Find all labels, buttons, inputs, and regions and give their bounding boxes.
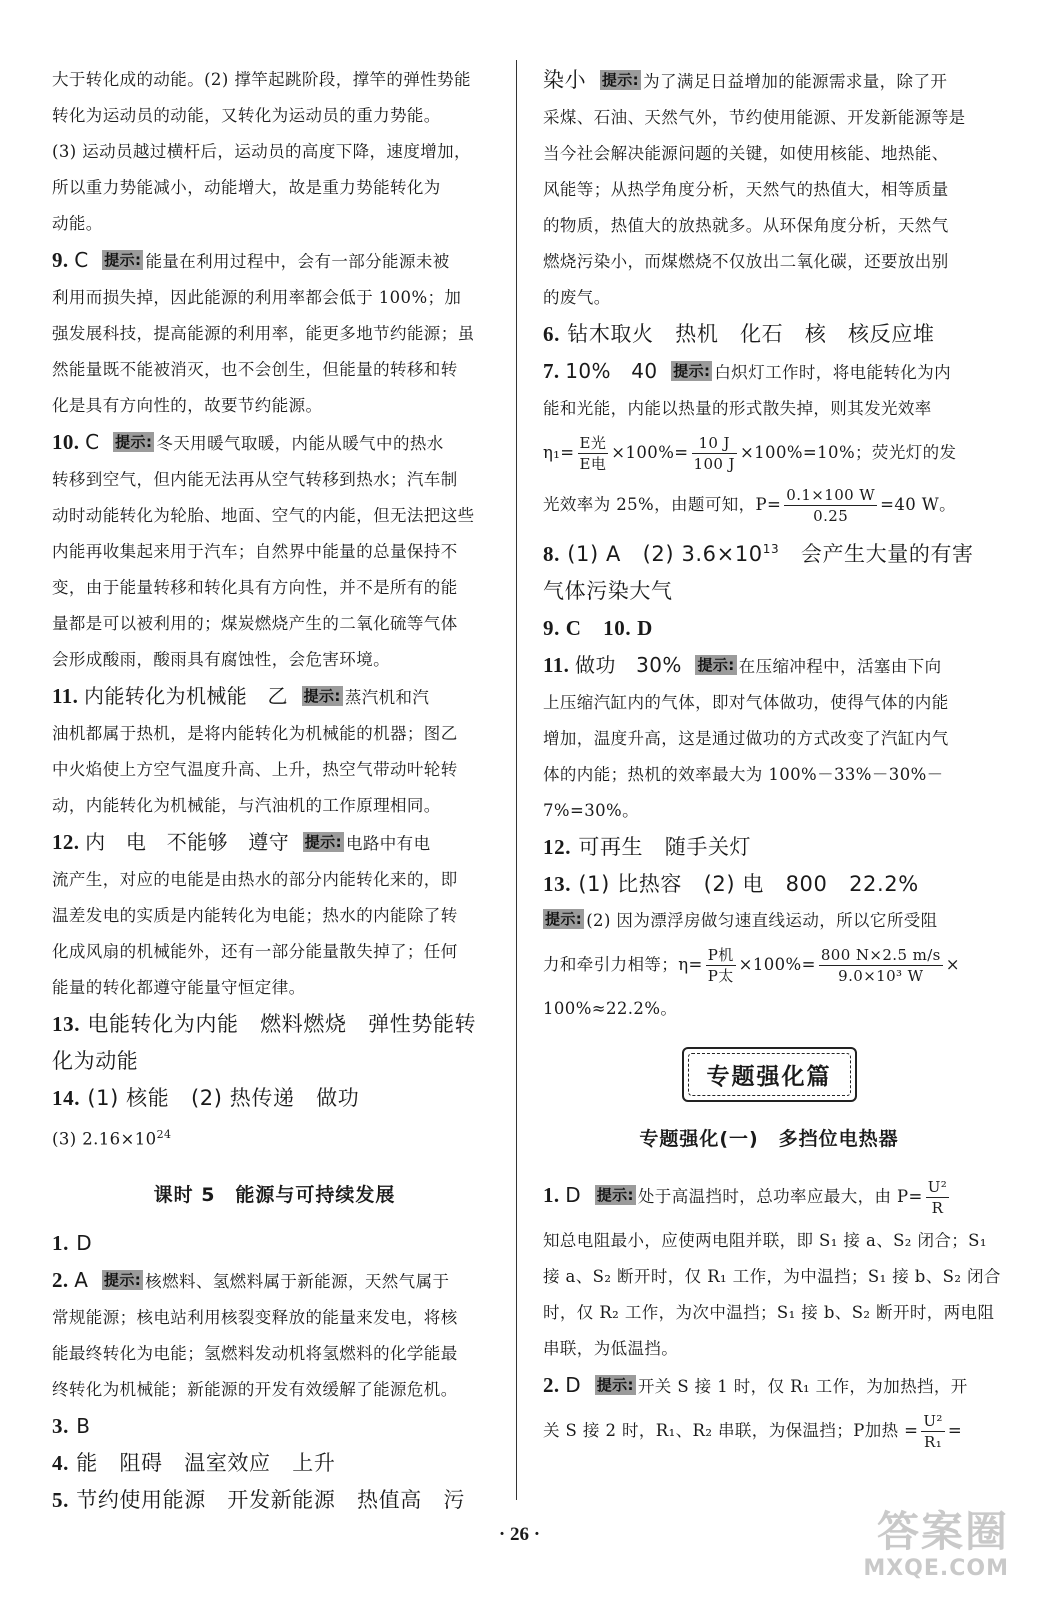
question-14 [52, 1080, 497, 1117]
hint-badge: 提示: [303, 687, 341, 705]
lesson-question-2 [52, 1262, 497, 1300]
question-13 [52, 1006, 497, 1043]
answer: 可再生 随手关灯 [578, 835, 752, 859]
lesson-question-4 [52, 1445, 497, 1482]
question-7 [543, 353, 995, 391]
answer: (1) A (2) 3.6×10 [567, 542, 763, 566]
denominator: 100 J [693, 455, 735, 473]
answer: 节约使用能源 开发新能源 热值高 污 [76, 1487, 466, 1512]
text-line: 的物质，热值大的放热就多。从环保角度分析，天然气 [543, 216, 949, 235]
formula-line [543, 939, 995, 991]
banner-title: 专题强化篇 [688, 1053, 851, 1096]
lesson-question-3 [52, 1408, 497, 1445]
numerator: 800 N×2.5 m/s [820, 946, 941, 964]
denominator: R [931, 1199, 944, 1217]
hint-badge: 提示: [104, 251, 142, 269]
question-10 [52, 424, 497, 462]
question-number: 12. [543, 835, 572, 859]
numerator: U² [923, 1412, 943, 1430]
question-number: 5. [52, 1487, 69, 1512]
watermark-logo-text: 答案圈 [876, 1507, 1009, 1556]
text-line: 风能等；从热学角度分析，天然气的热值大，相等质量 [543, 180, 949, 199]
fraction [926, 1177, 949, 1218]
lesson-question-5 [52, 1482, 497, 1519]
text-line: 利用而损失掉，因此能源的利用率都会低于 100%；加 [52, 288, 462, 307]
question-number: 2. [543, 1373, 560, 1397]
text-line: 然能量既不能被消灭，也不会创生，但能量的转移和转 [52, 360, 458, 379]
text-line: 温差发电的实质是内能转化为电能；热水的内能除了转 [52, 906, 458, 925]
question-number: 11. [52, 684, 79, 708]
denominator: E电 [579, 455, 607, 473]
numerator: U² [927, 1178, 948, 1196]
text-line: 时，仅 R₂ 工作，为次中温挡；S₁ 接 b、S₂ 断开时，两电阻 [543, 1303, 995, 1322]
fraction [692, 433, 737, 474]
lesson-title: 课时 5 能源与可持续发展 [153, 1183, 396, 1206]
question-9 [52, 242, 497, 280]
topic-question-1 [543, 1169, 995, 1223]
question-number: 7. [543, 359, 560, 383]
text-line: 接 a、S₂ 断开时，仅 R₁ 工作，为中温挡；S₁ 接 b、S₂ 闭合 [543, 1267, 1001, 1286]
text-line: 化是具有方向性的，故要节约能源。 [52, 396, 323, 415]
answer-continued: 化为动能 [52, 1049, 139, 1073]
hint-badge: 提示: [673, 362, 711, 380]
question-9-10 [543, 610, 995, 647]
hint-text: 在压缩冲程中，活塞由下向 [738, 657, 942, 676]
answer-base: (3) 2.16×10 [52, 1129, 157, 1149]
answer: 内能转化为机械能 乙 [83, 684, 288, 708]
formula-text: ×100%= [738, 955, 816, 974]
answer-continued: 染小 [543, 68, 587, 92]
denominator: R₁ [924, 1433, 943, 1451]
text-line: 动能。 [52, 214, 103, 233]
hint-line [543, 903, 995, 939]
answer: A [74, 1267, 89, 1292]
topic-question-2 [543, 1367, 995, 1405]
column-divider [516, 60, 517, 1500]
formula-line [543, 1405, 995, 1457]
text-line: 内能再收集起来用于汽车；自然界中能量的总量保持不 [52, 542, 458, 561]
answer: 电能转化为内能 燃料燃烧 弹性势能转 [87, 1012, 477, 1036]
text-line: 中火焰使上方空气温度升高、上升，热空气带动叶轮转 [52, 760, 458, 779]
answer: D [565, 1183, 582, 1207]
question-number: 9. [52, 248, 69, 272]
numerator: E光 [579, 434, 607, 452]
formula-text: =40 W。 [880, 495, 957, 514]
answer: 会产生大量的有害 [779, 542, 974, 566]
text-line: 常规能源；核电站利用核裂变释放的能量来发电，将核 [52, 1307, 458, 1327]
text-line: 流产生，对应的电能是由热水的部分内能转化来的，即 [52, 870, 458, 889]
text-line: (3) 运动员越过横杆后，运动员的高度下降，速度增加， [52, 142, 471, 161]
text-line: 的废气。 [543, 288, 611, 307]
question-number: 6. [543, 322, 560, 346]
watermark-url: MXQE.COM [863, 1556, 1009, 1581]
text-line: 化成风扇的机械能外，还有一部分能量散失掉了；任何 [52, 942, 458, 961]
answer: C [85, 430, 100, 454]
formula-text: × [945, 955, 960, 974]
hint-badge: 提示: [697, 656, 735, 674]
formula-text: ×100%=10%；荧光灯的发 [739, 443, 957, 462]
formula-text: ×100%= [611, 443, 689, 462]
answer: (1) 核能 (2) 热传递 做功 [87, 1086, 360, 1110]
answer: 做功 30% [574, 653, 682, 677]
question-number: 14. [52, 1086, 81, 1110]
text-line: 终转化为机械能；新能源的开发有效缓解了能源危机。 [52, 1379, 458, 1399]
formula-line [543, 479, 995, 531]
text-line: 变，由于能量转移和转化具有方向性，并不是所有的能 [52, 578, 458, 597]
text-line: 动时动能转化为轮胎、地面、空气的内能，但无法把这些 [52, 506, 475, 525]
page-number: · 26 · [498, 1524, 541, 1545]
question-number: 13. [52, 1012, 81, 1036]
hint-text: 电路中有电 [345, 834, 431, 853]
text-line: 上压缩汽缸内的气体，即对气体做功，使得气体的内能 [543, 693, 949, 712]
denominator: 0.25 [813, 507, 849, 525]
answer: C [74, 248, 89, 272]
text-line: 7%=30%。 [543, 801, 639, 820]
text-line: 所以重力势能减小，动能增大，故是重力势能转化为 [52, 178, 441, 197]
hint-text: 冬天用暖气取暖，内能从暖气中的热水 [156, 434, 444, 453]
text-line: 能最终转化为电能；氢燃料发动机将氢燃料的化学能最 [52, 1343, 458, 1363]
answer: D [76, 1230, 93, 1255]
hint-badge: 提示: [103, 1270, 142, 1289]
hint-badge: 提示: [596, 1376, 634, 1394]
text-line: 体的内能；热机的效率最大为 100%－33%－30%－ [543, 765, 944, 784]
text-line: 能量的转化都遵守能量守恒定律。 [52, 978, 306, 997]
question-12 [543, 829, 995, 866]
fraction [819, 945, 943, 986]
hint-badge: 提示: [545, 910, 583, 928]
answer: 钻木取火 热机 化石 核 核反应堆 [567, 322, 935, 346]
question-13 [543, 866, 995, 903]
question-12 [52, 824, 497, 862]
hint-badge: 提示: [115, 433, 153, 451]
hint-badge: 提示: [304, 833, 342, 851]
text-line: 强发展科技，提高能源的利用率，能更多地节约能源；虽 [52, 324, 475, 343]
question-number: 2. [52, 1267, 69, 1292]
text-line: 油机都属于热机，是将内能转化为机械能的机器；图乙 [52, 724, 458, 743]
exponent: 13 [762, 542, 780, 556]
banner-wrap [543, 1047, 995, 1102]
hint-badge: 提示: [596, 1186, 634, 1204]
exponent: 24 [156, 1128, 172, 1141]
denominator: 9.0×10³ W [838, 967, 924, 985]
text-line: 知总电阻最小，应使两电阻并联，即 S₁ 接 a、S₂ 闭合；S₁ [543, 1231, 987, 1250]
fraction [921, 1411, 944, 1452]
question-number: 1. [543, 1183, 560, 1207]
text-line: 100%≈22.2%。 [543, 999, 678, 1018]
fraction [578, 433, 609, 474]
fraction [706, 945, 736, 986]
question-number: 12. [52, 830, 80, 854]
text-line: 会形成酸雨，酸雨具有腐蚀性，会危害环境。 [52, 650, 390, 669]
hint-text: 核燃料、氢燃料属于新能源，天然气属于 [145, 1271, 450, 1291]
hint-text: 处于高温挡时，总功率应最大，由 P= [637, 1187, 923, 1206]
answer: 10% 40 [565, 359, 658, 383]
denominator: P太 [707, 967, 734, 985]
question-number: 13. [543, 872, 572, 896]
formula-text: η₁= [543, 443, 575, 462]
question-5-continued [543, 62, 995, 100]
text-line: 转移到空气，但内能无法再从空气转移到热水；汽车制 [52, 470, 458, 489]
numerator: 10 J [692, 433, 737, 454]
numerator: 0.1×100 W [786, 486, 876, 504]
question-8 [543, 531, 995, 573]
answer: (1) 比热容 (2) 电 800 22.2% [578, 872, 919, 896]
question-number: 3. [52, 1413, 69, 1438]
lesson-question-1 [52, 1225, 497, 1262]
question-11 [52, 678, 497, 716]
text-line: 量都是可以被利用的；煤炭燃烧产生的二氧化硫等气体 [52, 614, 458, 633]
text-line: 当今社会解决能源问题的关键，如使用核能、地热能、 [543, 144, 949, 163]
hint-text: 蒸汽机和汽 [344, 688, 430, 707]
formula-line [543, 427, 995, 479]
answer-continued: 气体污染大气 [543, 579, 673, 603]
text-line: 大于转化成的动能。(2) 撑竿起跳阶段，撑竿的弹性势能 [52, 70, 471, 89]
numerator: P机 [707, 946, 734, 964]
answer-continued [52, 1117, 497, 1158]
formula-text: 光效率为 25%，由题可知，P= [543, 495, 782, 514]
answer: 能 阻碍 温室效应 上升 [76, 1450, 336, 1475]
hint-badge: 提示: [601, 71, 640, 89]
hint-text: 为了满足日益增加的能源需求量，除了开 [643, 72, 948, 91]
question-number: 8. [543, 542, 560, 566]
hint-text: 能量在利用过程中，会有一部分能源未被 [145, 252, 450, 271]
fraction [784, 485, 877, 526]
hint-text: (2) 因为漂浮房做匀速直线运动，所以它所受阻 [586, 911, 938, 930]
answer: D [565, 1373, 582, 1397]
text-line: 采煤、石油、天然气外，节约使用能源、开发新能源等是 [543, 108, 966, 127]
text-line: 燃烧污染小，而煤燃烧不仅放出二氧化碳，还要放出别 [543, 252, 949, 271]
watermark [819, 1508, 1009, 1588]
formula-text: = [947, 1421, 963, 1440]
text-line: 串联，为低温挡。 [543, 1339, 679, 1358]
question-number: 1. [52, 1230, 69, 1255]
formula-text: 关 S 接 2 时，R₁、R₂ 串联，为保温挡；P加热 = [543, 1421, 919, 1440]
right-column [543, 62, 1001, 1457]
section-banner [682, 1047, 857, 1102]
question-6 [543, 316, 995, 353]
left-column [52, 62, 497, 1519]
question-number: 11. [543, 653, 570, 677]
text-line: 动，内能转化为机械能，与汽油机的工作原理相同。 [52, 796, 441, 815]
text-line: 增加，温度升高，这是通过做功的方式改变了汽缸内气 [543, 729, 949, 748]
answer: 内 电 不能够 遵守 [85, 830, 290, 854]
topic-title: 专题强化(一) 多挡位电热器 [639, 1128, 899, 1150]
answers-9-10: 9. C 10. D [543, 616, 653, 640]
text-line: 能和光能，内能以热量的形式散失掉，则其发光效率 [543, 399, 932, 418]
hint-text: 白炽灯工作时，将电能转化为内 [714, 363, 951, 382]
formula-text: 力和牵引力相等；η= [543, 955, 703, 974]
question-11 [543, 647, 995, 685]
answer: B [76, 1413, 91, 1438]
text-line: 转化为运动员的动能，又转化为运动员的重力势能。 [52, 106, 441, 125]
question-number: 4. [52, 1450, 69, 1475]
question-number: 10. [52, 430, 80, 454]
hint-text: 开关 S 接 1 时，仅 R₁ 工作，为加热挡，开 [637, 1377, 968, 1396]
